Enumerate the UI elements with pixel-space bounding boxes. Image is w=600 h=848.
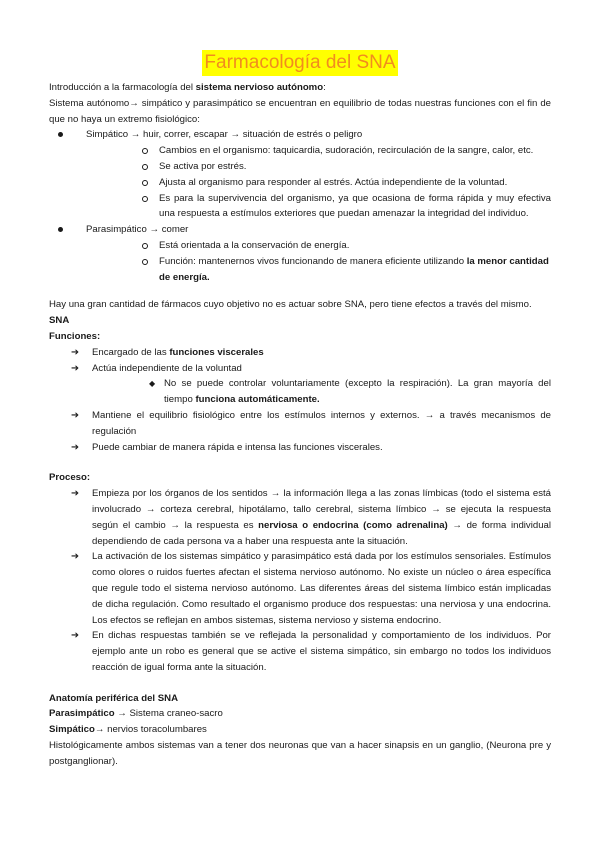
subitem-bold-text: la menor cantidad de energía. — [159, 255, 549, 283]
histologia-paragraph: Histológicamente ambos sistemas van a tener dos neuronas que van a hacer sinapsis en un ganglio, (Neurona pre y postganglionar). — [49, 740, 551, 767]
simpatico-sublist — [86, 143, 551, 222]
document-body — [49, 80, 551, 770]
proceso-heading — [49, 470, 551, 486]
ring-bullet-icon — [142, 159, 148, 176]
parasimpatico-subitem — [86, 254, 551, 286]
sna-heading-text: SNA — [49, 315, 70, 327]
proceso-item — [49, 628, 551, 675]
proceso-item — [49, 486, 551, 549]
parasimpatico-label: Parasimpático → comer — [86, 224, 189, 236]
arrow-icon: ➔ — [71, 346, 80, 358]
sna-heading — [49, 313, 551, 329]
simpatico-subitem — [86, 175, 551, 191]
subitem-text: Función: mantenernos vivos funcionando de manera eficiente utilizando — [159, 255, 467, 267]
diamond-bullet-icon: ◆ — [149, 379, 156, 389]
farmacos-paragraph: Hay una gran cantidad de fármacos cuyo objetivo no es actuar sobre SNA, pero tiene efectos a través del mismo. — [49, 299, 532, 311]
subitem-text: No se puede controlar voluntariamente (excepto la respiración). La gran mayoría del tiempo — [164, 378, 551, 406]
proceso-list — [49, 486, 551, 676]
funciones-item — [49, 361, 551, 408]
funciones-subitem — [92, 376, 551, 408]
arrow-icon: ➔ — [71, 551, 80, 563]
arrow-icon: ➔ — [71, 488, 80, 500]
parasimpatico-subitem — [86, 238, 551, 254]
anatomia-heading-text: Anatomía periférica del SNA — [49, 692, 179, 704]
simpatico-label: Simpático → huir, correr, escapar → situación de estrés o peligro — [86, 129, 363, 141]
subitem-text: Es para la supervivencia del organismo, ya que ocasiona de forma rápida y muy efectiva una respuesta a estímulos exteriores que puedan amenazar la integridad del individuo. — [159, 192, 551, 220]
ring-bullet-icon — [142, 238, 148, 255]
subitem-text: Cambios en el organismo: taquicardia, sudoración, recirculación de la sangre, calor, etc. — [159, 145, 534, 157]
arrow-icon: ➔ — [71, 362, 80, 374]
simpatico-subitem — [86, 191, 551, 223]
intro-line — [49, 80, 551, 96]
ring-bullet-icon — [142, 191, 148, 208]
item-bold-text: nerviosa o endocrina (como adrenalina) — [258, 519, 448, 531]
funciones-list — [49, 345, 551, 456]
subitem-bold-text: funciona automáticamente. — [195, 394, 320, 406]
sistema-list — [49, 127, 551, 285]
funciones-sublist — [92, 376, 551, 408]
funciones-heading — [49, 329, 551, 345]
funciones-item — [49, 408, 551, 440]
parasimpatico-item — [49, 222, 551, 285]
anatomia-parasimpatico-line — [49, 706, 551, 722]
para-rest-text: → Sistema craneo-sacro — [114, 708, 223, 720]
arrow-icon: ➔ — [71, 409, 80, 421]
intro-colon: : — [323, 82, 326, 93]
subitem-text: Se activa por estrés. — [159, 160, 247, 172]
proceso-item — [49, 549, 551, 628]
subitem-text: Ajusta al organismo para responder al estrés. Actúa independiente de la voluntad. — [159, 176, 508, 188]
item-text: Mantiene el equilibrio fisiológico entre los estímulos internos y externos. → a través mecanismos de regulación — [92, 409, 551, 437]
title-block — [0, 50, 600, 76]
funciones-item — [49, 440, 551, 456]
item-text: Actúa independiente de la voluntad — [92, 362, 242, 374]
item-text: Puede cambiar de manera rápida e intensa las funciones viscerales. — [92, 441, 383, 453]
item-text: Encargado de las — [92, 346, 170, 358]
autonomo-paragraph: Sistema autónomo→ simpático y parasimpático se encuentran en equilibrio de todas nuestras funciones con el fin de que no haya un extremo fisiológico: — [49, 97, 551, 125]
anatomia-heading — [49, 691, 551, 707]
intro-bold-text: sistema nervioso autónomo — [195, 82, 324, 93]
item-text: La activación de los sistemas simpático y parasimpático está dada por los estímulos sensoriales. Estímulos como olores o ruidos fuertes afectan el sistema nervioso autónomo. No existe un núcleo o área específica que regule todo el sistema nervioso autónomo. Las diferentes áreas del sistema límbico están implicadas de dicha regulación. Como resultado el organismo produce dos respuestas: una nerviosa y una endocrina. Los efectos se reflejan en ambos sistemas, sistema nervioso y sistema endocrino. — [92, 551, 551, 626]
ring-bullet-icon — [142, 254, 148, 271]
simpatico-subitem — [86, 143, 551, 159]
page-title: Farmacología del SNA — [202, 50, 397, 76]
simpatico-subitem — [86, 159, 551, 175]
arrow-icon: ➔ — [71, 630, 80, 642]
funciones-heading-text: Funciones: — [49, 330, 101, 342]
simp-bold-text: Simpático — [49, 724, 95, 736]
item-text-end: → de forma individual dependiendo de cada persona va a haber una respuesta ante la situación. — [92, 519, 551, 547]
ring-bullet-icon — [142, 175, 148, 192]
ring-bullet-icon — [142, 143, 148, 160]
arrow-icon: ➔ — [71, 441, 80, 453]
item-text: Empieza por los órganos de los sentidos → la información llega a las zonas límbicas (todo el sistema está involucrado → corteza cerebral, hipotálamo, tallo cerebral, sistema límbico → se ejecuta la respuesta según el cambio → la respuesta es — [92, 488, 551, 531]
subitem-text: Está orientada a la conservación de energía. — [159, 239, 350, 251]
parasimpatico-sublist — [86, 238, 551, 285]
proceso-heading-text: Proceso: — [49, 472, 91, 484]
bullet-dot-icon — [58, 222, 63, 238]
item-bold-text: funciones viscerales — [169, 346, 264, 358]
bullet-dot-icon — [58, 127, 63, 143]
simp-rest-text: → nervios toracolumbares — [94, 724, 207, 736]
para-bold-text: Parasimpático — [49, 708, 115, 720]
item-text: En dichas respuestas también se ve reflejada la personalidad y comportamiento de los individuos. Por ejemplo ante un robo es general que se active el sistema simpático, sin embargo no todos los individuos reacción de igual forma ante la situación. — [92, 630, 551, 673]
simpatico-item — [49, 127, 551, 222]
anatomia-simpatico-line — [49, 722, 551, 738]
funciones-item — [49, 345, 551, 361]
intro-text: Introducción a la farmacología del — [49, 82, 196, 93]
